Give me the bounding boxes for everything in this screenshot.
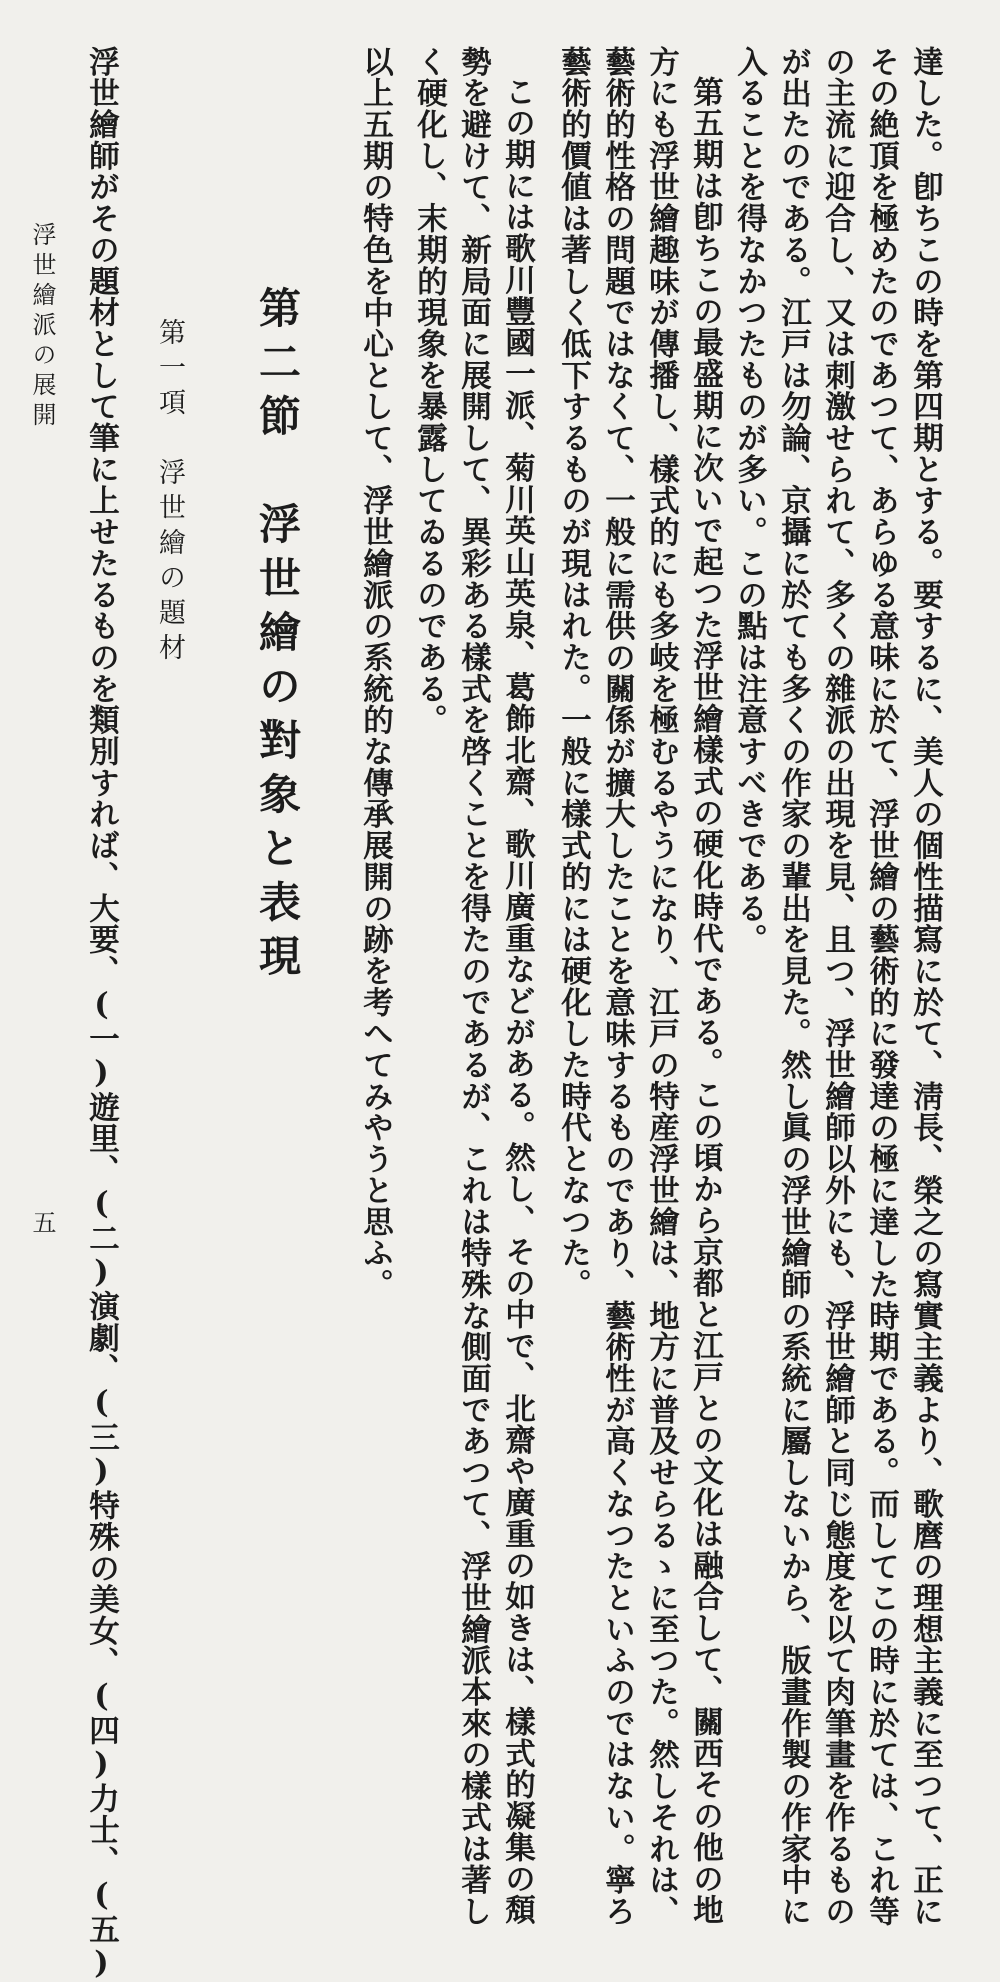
text-column: この期には歌川豐國一派、菊川英山英泉、葛飾北齋、歌川廣重などがある。然し、その中で、北齋や廣重の如きは、樣式的凝集の頽 (499, 76, 536, 1926)
text-column: その絶頂を極めたのであつて、あらゆる意味に於て、浮世繪の藝術的に發達の極に達した時期である。而してこの時に於ては、これ等 (863, 46, 900, 1927)
text-column: 第五期は卽ちこの最盛期に次いで起つた浮世繪樣式の硬化時代である。この頃から京都と江戸との文化は融合して、關西その他の地 (687, 76, 724, 1926)
text-column: 藝術的性格の問題ではなくて、一般に需供の關係が擴大したことを意味するものであり、藝術性が高くなつたといふのではない。寧ろ (599, 46, 636, 1927)
text-column: の主流に迎合し、又は刺激せられて、多くの雜派の出現を見、且つ、浮世繪師以外にも、浮世繪師と同じ態度を以て肉筆畫を作るもの (819, 46, 856, 1927)
text-column: 藝術的價値は著しく低下するものが現はれた。一般に樣式的には硬化した時代となつた。 (555, 46, 592, 1300)
text-column: 達した。卽ちこの時を第四期とする。要するに、美人の個性描寫に於て、淸長、榮之の寫實主義より、歌麿の理想主義に至つて、正に (907, 46, 944, 1927)
page-number: 五 (28, 1210, 56, 1234)
text-column: 方にも浮世繪趣味が傳播し、樣式的にも多岐を極むるやうになり、江戸の特産浮世繪は、地方に普及せらるゝに至つた。然しそれは、 (643, 46, 680, 1927)
section-heading: 第二節 浮世繪の對象と表現 (253, 286, 302, 988)
text-column: 勢を避けて、新局面に展開して、異彩ある樣式を啓くことを得たのであるが、これは特殊な側面であつて、浮世繪派本來の樣式は著し (455, 46, 492, 1927)
text-column: 浮世繪師がその題材として筆に上せたるものを類別すれば、大要、(一)遊里、(二)演劇、(三)特殊の美女、(四)力士、(五) (83, 46, 120, 1982)
running-head: 浮世繪派の展開 (28, 222, 56, 432)
text-column: く硬化し、末期的現象を暴露してゐるのである。 (411, 46, 448, 736)
subsection-heading: 第一項 浮世繪の題材 (154, 318, 185, 668)
text-column: が出たのである。江戸は勿論、京攝に於ても多くの作家の輩出を見た。然し眞の浮世繪師の系統に屬しないから、版畫作製の作家中に (775, 46, 812, 1927)
text-column: 入ることを得なかつたものが多い。この點は注意すべきである。 (731, 46, 768, 956)
text-column: 以上五期の特色を中心として、浮世繪派の系統的な傳承展開の跡を考へてみやうと思ふ。 (357, 46, 394, 1300)
